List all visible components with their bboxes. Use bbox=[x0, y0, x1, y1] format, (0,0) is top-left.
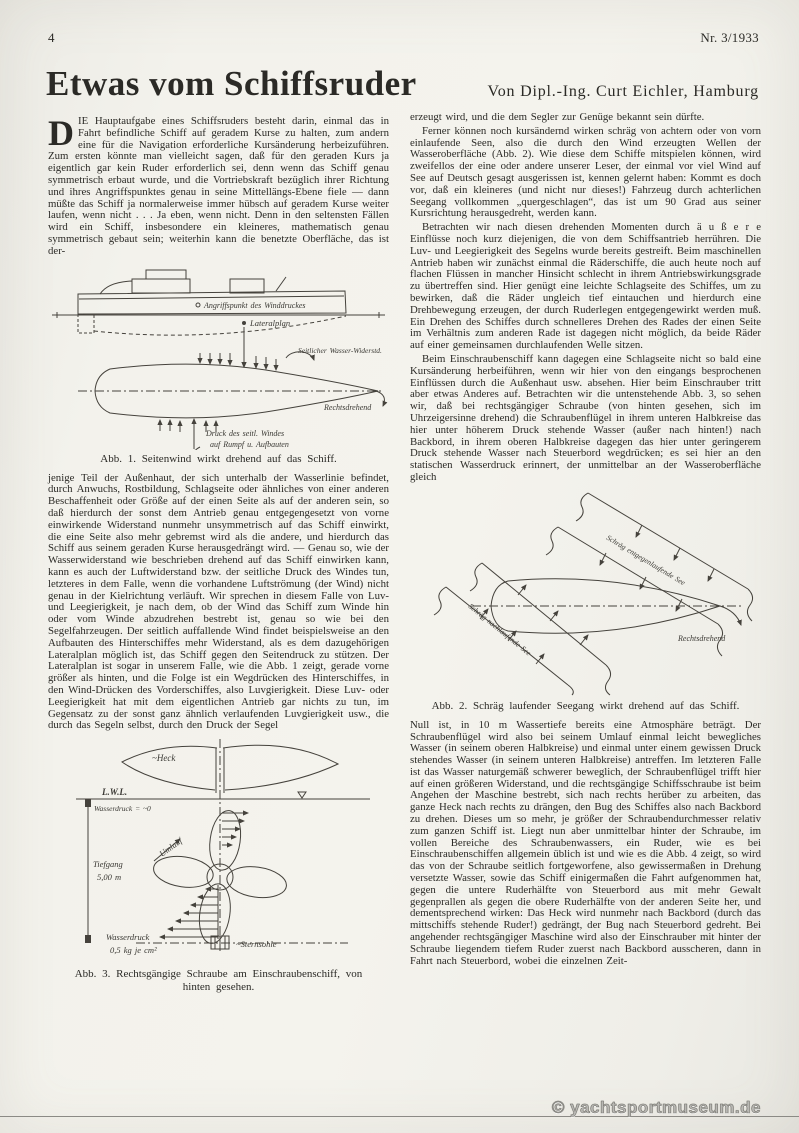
watermark: © yachtsportmuseum.de bbox=[551, 1098, 761, 1117]
figure-abb3-caption-line2: hinten gesehen. bbox=[182, 981, 255, 994]
article-title: Etwas vom Schiffsruder bbox=[46, 64, 417, 103]
ship-plan-view bbox=[472, 578, 744, 632]
fig1-water-resistance-label: Seitlicher Wasser-Widerstd. bbox=[298, 345, 382, 355]
figure-abb3 bbox=[48, 737, 389, 994]
paragraph: Beim Einschraubenschiff kann dagegen eine Schlagseite nicht so bald eine Kursänderung herbeiführen, wenn wir hier von den eingangs besprochenen Einflüssen durch die Außenhaut usw. absehen. Hier beim Einschrauber tritt aber etwas Anderes auf. Betrachten wir die untenstehende Abb. 3, so sehen wir, daß bei rechtsgängiger Schraube (von hinten gesehen, sich im Uhrzeigersinne drehend) die Schraubenflügel in ihrem unteren Halbkreise das hier unter höherem Druck stehende Wasser (außer nach hinten!) nach Backbord, in ihrem oberen Halbkreise dagegen das hier unter geringerem Druck stehende Wasser nach Steuerbord wegdrücken; es sei hier an den statischen Wasserdruck erinnert, der unmittelbar an der Wasseroberfläche gleich bbox=[410, 352, 761, 483]
stern-outline bbox=[122, 745, 338, 793]
figure-abb3-caption bbox=[48, 968, 389, 994]
fig3-tiefgang-value: 5,00 m bbox=[97, 872, 122, 883]
paragraph: Ferner können noch kursändernd wirken schräg von achtern oder von vorn einlaufende Seen, also die durch den Wind erzeugten Wellen der Wasseroberfläche (Abb. 2). Wie diese dem Schiffe mitspielen können, wird zweifellos der eine oder andere unserer Leser, der einmal vor viel Wind auf See auf Deutsch gesagt ausgerissen ist, kennen gelernt haben: Kommt es doch vor, daß ein kleineres (und nicht nur dieses!) Fahrzeug durch achterlichen Seegang vollkommen „quergeschlagen“, das ist um 90 Grad aus seiner Kursrichtung herausgedreht, werden kann. bbox=[410, 124, 761, 220]
left-column bbox=[48, 113, 389, 1001]
fig2-turning-label: Rechtsdrehend bbox=[678, 633, 726, 643]
fig1-wind-pressure-label-1: Druck des seitl. Windes bbox=[206, 428, 285, 438]
fig1-wind-point-label: Angriffspunkt des Winddruckes bbox=[204, 300, 306, 310]
right-column bbox=[410, 112, 761, 969]
fig3-surface-pressure-label: Wasserdruck = ~0 bbox=[94, 804, 151, 814]
figure-abb3-caption-line1: Abb. 3. Rechtsgängige Schraube am Einschraubenschiff, von bbox=[74, 968, 363, 981]
paragraph: Betrachten wir nach diesen drehenden Momenten durch ä u ß e r e Einflüsse noch kurz diejenigen, die von dem Schiffsantrieb herrühren. Die Luv- und Leegierigkeit des Segelns wurde bereits gestreift. Beim maschinellen Antrieb haben wir zunächst einmal die Räderschiffe, die auch heute noch auf flachen Flüssen in mancher Hinsicht schlecht in ihrem Antriebswirkungsgrade zu übertreffen sind. Hier genügt eine leichte Schlagseite des Schiffes, um zu bewirken, daß die Räder ungleich tief eintauchen und hierdurch eine Drehbewegung erzeugen, der durch Ruderlegen entgegengewirkt werden muß. Ein Drehen des Schiffes durch schnelleres Drehen des Rades der einen Seite im Verhältnis zum anderen Rade ist dagegen nicht möglich, da beide Räder auf einer gemeinsamen durchlaufenden Welle sitzen. bbox=[410, 221, 761, 352]
fig3-heck-label: ~Heck bbox=[152, 753, 176, 764]
ship-plan-view bbox=[78, 346, 384, 450]
fig3-bottom-pressure-label-1: Wasserdruck bbox=[106, 932, 150, 943]
figure-abb2 bbox=[410, 489, 761, 713]
fig1-turning-label: Rechtsdrehend bbox=[324, 402, 372, 412]
following-sea-band bbox=[434, 563, 611, 695]
paragraph bbox=[48, 113, 389, 258]
fig3-bottom-pressure-label-2: 0,5 kg je cm² bbox=[110, 945, 157, 956]
head-sea-band bbox=[546, 493, 753, 656]
figure-abb2-caption: Abb. 2. Schräg laufender Seegang wirkt drehend auf das Schiff. bbox=[431, 699, 740, 712]
draught-dimension bbox=[85, 799, 123, 943]
paragraph: jenige Teil der Außenhaut, der sich unterhalb der Wasserlinie befindet, durch Anwuchs, Rostbildung, Schlagseite oder ähnliches von einer anderen Beschaffenheit oder Größe auf der einen Seite als auf der anderen sein, so daß hierdurch der sonst dem Antrieb genau entgegengesetzt von vorne einwirkende Widerstand nunmehr unsymmetrisch auf das Schiff einwirkt, die eine Seite also mehr gebremst wird als die andere, und hierdurch das Schiff aus seinem geraden Kurse herausgedrängt wird. — Genau so, wie der Wasserwiderstand wie beschrieben drehend auf das Schiff einwirken kann, kann es auch der Luftwiderstand bzw. der seitliche Druck des Windes tun, letzteres in dem Falle, wenn die vorhandene Luftströmung (der Wind) nicht genau in der Kielrichtung verläuft. Wir sprechen in diesem Falle von Luv- und Leegierigkeit, je nach dem, ob der Wind das Schiff zum Winde hin oder vom Winde abzudrehen bestrebt ist, genau so wie bei den Segelfahrzeugen. Der seitlich auffallende Wind findet beispielsweise an den Aufbauten des Hinterschiffes mehr Widerstand, als es dem dazugehörigen Lateralplan möglich ist, das Schiff gegen den Seitendruck zu stützen. Der Lateralplan ist sogar in unserem Falle, wie die Abb. 1 zeigt, gerade vorne größer als hinten, und die Folge ist ein Wegdrücken des Hinterschiffes, in den Wind-Drücken des Vorderschiffes, also Luvgierigkeit. Diese Luv- oder Leegierigkeit hat mit dem eigentlichen Antrieb gar nichts zu tun, im Gegensatz zu der sonst ganz ähnlich verlaufenden Luvgierigkeit usw., die durch das Segeln selbst, durch den Druck der Segel bbox=[48, 471, 389, 732]
paragraph-text: IE Hauptaufgabe eines Schiffsruders besteht darin, einmal das in Fahrt befindliche Schiff auf geradem Kurse zu halten, zum andern eine für die Navigation erforderliche Kursänderung herbeizuführen. Zum ersten könnte man vielleicht sagen, daß für den geraden Kurs ja eigentlich gar kein Ruder erforderlich sei, denn wenn das Schiff genau symmetrisch erbaut wurde, und die Vortriebskraft bezüglich ihrer Richtung und ihres Angriffspunktes genau in seine Mittellängs-Ebene fiele — dann müßte das Schiff ja normalerweise immer hübsch auf geradem Kurse weiter laufen, wenn nicht . . . Ja eben, wenn nicht. Denn in den seltensten Fällen wird ein Schiff, insbesondere ein kleineres, mathematisch genau symmetrisch gebaut sein; weiterhin kann die benetzte Oberfläche, das ist der- bbox=[48, 115, 389, 257]
page-number: 4 bbox=[48, 30, 55, 45]
upper-flow-arrows bbox=[222, 813, 248, 845]
issue-number: Nr. 3/1933 bbox=[700, 30, 759, 45]
fig2-following-sea-label: Schräg nachlaufende See bbox=[466, 601, 533, 658]
paragraph: erzeugt wird, und die dem Segler zur Genüge bekannt sein dürfte. bbox=[410, 111, 705, 123]
drop-cap: D bbox=[48, 113, 74, 153]
fig2-head-sea-label: Schräg entgegenlaufende See bbox=[604, 532, 688, 587]
article-byline: Von Dipl.-Ing. Curt Eichler, Hamburg bbox=[487, 83, 759, 100]
fig3-umlauf-label: Umlauf bbox=[157, 835, 184, 859]
figure-abb2-drawing bbox=[410, 489, 761, 697]
fig3-lwl-label: L.W.L. bbox=[102, 787, 128, 798]
fig3-sternsohle-label: ~Sternsohle bbox=[236, 939, 277, 950]
stern-sole bbox=[106, 932, 348, 955]
figure-abb1-drawing bbox=[48, 263, 389, 450]
figure-abb3-drawing bbox=[48, 737, 389, 965]
figure-abb1-caption: Abb. 1. Seitenwind wirkt drehend auf das Schiff. bbox=[100, 452, 337, 465]
paragraph: Null ist, in 10 m Wassertiefe bereits eine Atmosphäre beträgt. Der Schraubenflügel wird also bei seinem Umlauf einmal leicht bewegliches Wasser (in seinem oberen Halbkreise) und einmal unter einem gewissen Druck stehendes Wasser (in seinem unteren Halbkreise) antreffen. Im letzteren Falle ist das Wasser naturgemäß schwerer beweglich, der Schraubenflügel trifft hier auf einen größeren Widerstand, und die rechtsgängige Schiffsschraube ist beim Angehen der Maschine bestrebt, sich nach rechts herüber zu arbeiten, das ganze Heck nach rechts zu drängen, den Bug des Schiffes also nach Backbord zu drehen. Dieses um so mehr, je größer der Schraubendurchmesser relativ zum ganzen Schiff ist. Liegt nun aber unmittelbar hinter der Schraube, im vollen Bereiche des Schraubenwassers, ein Ruder, wie es bei Einschraubenschiffen allgemein üblich ist und wie es die Abb. 4 zeigt, so wird das von der Schraube seitlich fortgeworfene, also gewissermaßen in Drehung versetzte Wasser, sowie das Schiff einigermaßen die Fahrt aufgenommen hat, gegen die untere Ruderhälfte von Steuerbord aus mit mehr Gewalt gegenprallen als gegen die obere Ruderhälfte von der anderen Seite her, und dementsprechend wirken: Das Heck wird nunmehr nach Backbord (durch das mittschiffs stehende Ruder!) gedrängt, der Bug nach Steuerbord gedreht. Bei angehender rechtsgängiger Maschine wird also der Einschrauber mit hinter der Schraube liegendem tiefem Ruder zuerst nach Backbord ausscheren, dann in Fahrt nach Steuerbord, wobei die einzelnen Zeit- bbox=[410, 718, 761, 967]
fig1-lateralplan-label: Lateralplan bbox=[250, 317, 291, 328]
fig3-tiefgang-label: Tiefgang bbox=[93, 859, 123, 870]
fig1-wind-pressure-label-2: auf Rumpf u. Aufbauten bbox=[210, 439, 289, 449]
figure-abb1 bbox=[48, 263, 389, 466]
lower-flow-arrows bbox=[160, 885, 218, 939]
